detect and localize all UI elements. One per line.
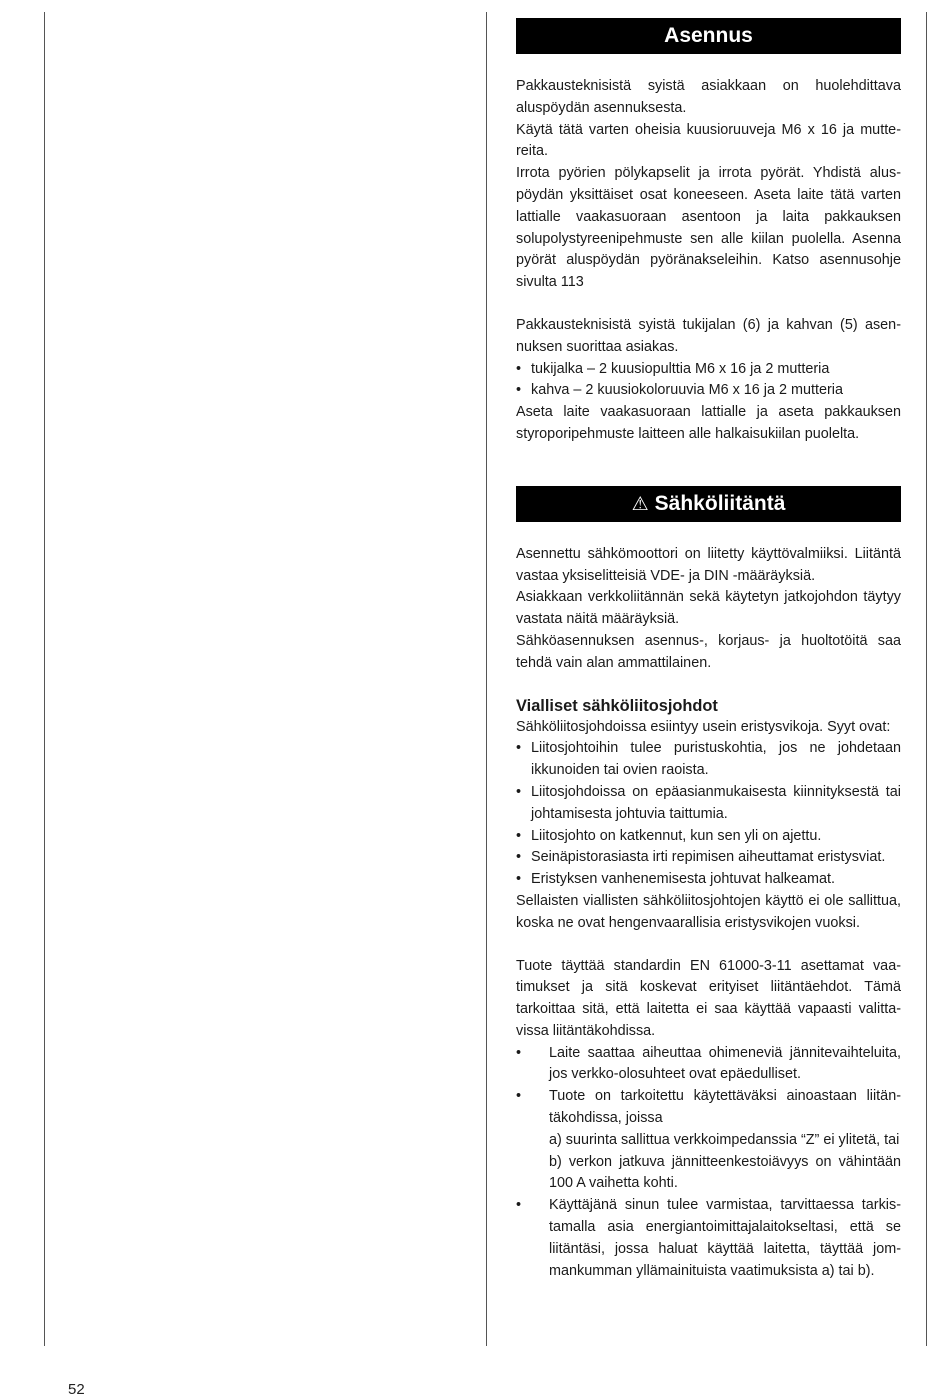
left-margin-rule xyxy=(44,12,45,1346)
paragraph: Asiakkaan verkkoliitännän sekä käytetyn jatkojohdon täytyy vastata näitä määräyksiä. xyxy=(516,589,901,628)
list-item: • Käyttäjänä sinun tulee varmistaa, tarvittaessa tarkistamalla asia energiantoimittajalaitokseltasi, että se liitäntäsi, jossa haluat käyttää laitetta, täyttää jommankumman yllämainituista vaatimuksista a) tai b). xyxy=(516,1195,901,1282)
paragraph: Asennettu sähkömoottori on liitetty käyttövalmiiksi. Liitäntä vastaa yksiselitteisiä VDE- ja DIN -määräyksiä. xyxy=(516,545,901,584)
paragraph: Sellaisten viallisten sähköliitosjohtojen käyttö ei ole sallittua, koska ne ovat hengenvaarallisia eristysvikojen vuoksi. xyxy=(516,892,901,931)
text-column xyxy=(516,18,901,1282)
section-title: Asennus xyxy=(664,24,753,47)
section-title: Sähköliitäntä xyxy=(654,491,786,515)
bullet-list xyxy=(516,359,901,403)
list-item-text: b) verkon jatkuva jännitteenkestoiävyys on vähintään 100 A vaihetta kohti. xyxy=(549,1153,901,1192)
section-banner-asennus xyxy=(516,18,901,54)
list-item: • Liitosjohdoissa on epäasianmukaisesta kiinnityksestä tai johtamisesta johtuvia taittumia. xyxy=(516,782,901,826)
paragraph: Käytä tätä varten oheisia kuusioruuveja M6 x 16 ja muttereita. xyxy=(516,121,901,160)
section-banner-sahkoliitanta xyxy=(516,486,901,522)
paragraph: Tuote täyttää standardin EN 61000-3-11 asettamat vaatimukset ja sitä koskevat erityiset liitäntäehdot. Tämä tarkoittaa sitä, että laitetta ei saa käyttää vapaasti valittavissa liitäntäkohdissa. xyxy=(516,957,901,1039)
warning-triangle-icon: ⚠ xyxy=(631,493,649,515)
paragraph: Pakkausteknisistä syistä tukijalan (6) ja kahvan (5) asennuksen suorittaa asiakas. xyxy=(516,316,901,355)
right-margin-rule xyxy=(926,12,927,1346)
list-item: • Liitosjohto on katkennut, kun sen yli on ajettu. xyxy=(516,826,901,848)
column-divider-rule xyxy=(486,12,487,1346)
subheading: Vialliset sähköliitosjohdot xyxy=(516,696,718,715)
list-item: • Eristyksen vanhenemisesta johtuvat halkeamat. xyxy=(516,869,901,891)
paragraph: Aseta laite vaakasuoraan lattialle ja aseta pakkauksen styroporipehmuste laitteen alle halkaisukiilan puolelta. xyxy=(516,404,901,442)
list-item: • tukijalka – 2 kuusiopulttia M6 x 16 ja 2 mutteria xyxy=(516,359,901,381)
list-item: • Liitosjohtoihin tulee puristuskohtia, jos ne johdetaan ikkunoiden tai ovien raoista. xyxy=(516,738,901,782)
list-item: • Seinäpistorasiasta irti repimisen aiheuttamat eristysviat. xyxy=(516,847,901,869)
paragraph: Irrota pyörien pölykapselit ja irrota pyörät. Yhdistä aluspöydän yksittäiset osat koneeseen. Aseta laite tätä varten lattialle vaakasuoraan asentoon ja laita pakkauksen solupolystyreenipehmuste sen alle kiilan puolella. Asenna pyörät aluspöydän pyöränakseleihin. Katso asennusohje sivulta 113 xyxy=(516,165,901,291)
paragraph: Pakkausteknisistä syistä asiakkaan on huolehdittava aluspöydän asennuksesta. xyxy=(516,78,901,116)
bullet-list xyxy=(516,738,901,891)
list-item-text: • Tuote on tarkoitettu käytettäväksi ainoastaan liitäntäkohdissa, joissa xyxy=(549,1088,901,1127)
list-item-text: a) suurinta sallittua verkkoimpedanssia “Z” ei ylitetä, tai xyxy=(549,1131,900,1148)
list-item: • Laite saattaa aiheuttaa ohimeneviä jännitevaihteluita, jos verkko-olosuhteet ovat epäedulliset. xyxy=(516,1043,901,1087)
list-item xyxy=(516,1086,901,1195)
page-number: 52 xyxy=(68,1381,85,1398)
bullet-list xyxy=(516,1043,901,1283)
list-item: • kahva – 2 kuusiokoloruuvia M6 x 16 ja 2 mutteria xyxy=(516,380,901,402)
paragraph: Sähköliitosjohdoissa esiintyy usein eristysvikoja. Syyt ovat: xyxy=(516,718,891,735)
paragraph: Sähköasennuksen asennus-, korjaus- ja huoltotöitä saa tehdä vain alan ammattilainen. xyxy=(516,632,901,671)
